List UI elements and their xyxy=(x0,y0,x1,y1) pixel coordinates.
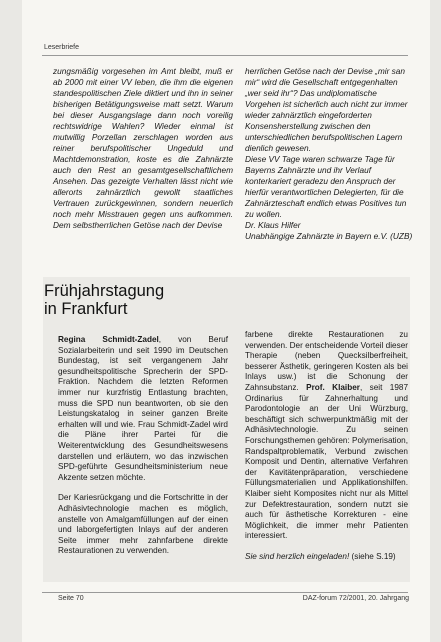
page-number: Seite 70 xyxy=(58,595,84,602)
footer-divider xyxy=(42,592,408,593)
speaker-name-2: Prof. Klaiber xyxy=(306,382,360,392)
letter-author: Dr. Klaus Hilfer xyxy=(245,220,301,230)
article-paragraph-3-start: farbene direkte Restaurationen zu verwenden. Der entscheidende Vorteil dieser Therapie (neben Quecksilberfreiheit, besserer Ästhetik, geringeren Kosten als bei Inlays usw.) ist die Schonung der Zahnsubstanz. xyxy=(245,330,408,392)
section-label: Leserbriefe xyxy=(44,44,80,51)
issue-info: DAZ-forum 72/2001, 20. Jahrgang xyxy=(302,595,409,602)
invitation xyxy=(245,552,408,563)
article-column-left xyxy=(58,335,228,557)
article-title-line-2: in Frankfurt xyxy=(44,300,128,318)
article-paragraph-3-text: , seit 1987 Ordinarius für Zahnerhaltung und Parodontologie an der Uni Würzburg, beschäftigt sich schwerpunktmäßig mit der Adhäsivtechnologie. Zu seinen Forschungsthemen gehören: Polymerisation, Randspaltproblematik, Verbund zwischen Komposit und Dentin, alternative Verfahren der Kavitätenpräparation, verschiedene Füllungsmaterialien und Applikationshilfen. Klaiber sieht Komposites nicht nur als Mittel zur Defektrestauration, sondern nutzt sie auch für ästhetische Korrekturen - eine Möglichkeit, die immer mehr Patienten interessiert. xyxy=(245,382,409,541)
article-paragraph-2: Der Kariesrückgang und die Fortschritte in der Adhäsivtechnologie machen es möglich, anstelle von Amalgamfüllungen auf der einen und laborgefertigten Inlays auf der anderen Seite immer mehr zahnfarbene direkte Restaurationen zu verwenden. xyxy=(58,493,228,556)
article-column-right xyxy=(245,330,408,562)
invitation-reference: (siehe S.19) xyxy=(349,551,396,561)
speaker-name-1: Regina Schmidt-Zadel xyxy=(58,335,159,344)
header-divider xyxy=(42,55,408,56)
invitation-text: Sie sind herzlich eingeladen! xyxy=(245,551,350,561)
letter-paragraph-3: Diese VV Tage waren schwarze Tage für Bayerns Zahnärzte und ihr Verlauf konterkariert geradezu den Anspruch der hierfür verantwortlichen Delegierten, für die Zahnärzteschaft endlich etwas Positives tun zu wollen. xyxy=(245,154,407,219)
article-title-line-1: Frühjahrstagung xyxy=(44,282,165,300)
article-paragraph-1 xyxy=(58,335,228,483)
letter-affiliation: Unabhängige Zahnärzte in Bayern e.V. (UZB) xyxy=(245,231,413,241)
letter-column-left xyxy=(53,66,233,231)
letter-paragraph-2: herrlichen Getöse nach der Devise „mir san mir“ wird die Gesellschaft entgegenhalten „wer seid ihr“? Das undiplomatische Vorgehen ist sicherlich auch nicht zur immer wieder zahnärztlich eingeforderten Konsensherstellung zwischen den unterschiedlichen berufspolitischen Lagern dienlich gewesen. xyxy=(245,66,408,153)
letter-column-right xyxy=(245,66,413,242)
article-paragraph-1-text: , von Beruf Sozialarbeiterin und seit 1990 im Deutschen Bundestag, ist seit vergangenem Jahr gesundheitspolitische Sprecherin der SPD-Fraktion. Nachdem die letzten Reformen immer nur kurzfristig Entlastung brachten, muss die SPD nun beantworten, ob sie den Leistungskatalog in seiner ganzen Breite erhalten will und wie. Frau Schmidt-Zadel wird die Pläne ihrer Partei für die Weiterentwicklung des Gesundheitswesens darstellen und erläutern, wo das inzwischen SPD-geführte Gesundheitsministerium neue Akzente setzen möchte. xyxy=(58,335,228,482)
article-title xyxy=(44,282,274,318)
letter-paragraph-1: zungsmäßig vorgesehen im Amt bleibt, muß er ab 2000 mit einer VV leben, die ihm die eigenen standespolitischen Ziele diktiert und ihn in seiner bisherigen Betätigungsweise matt setzt. Warum bei dieser Ausgangslage dann noch voreilig rechtswidrige Wahlen? Wieder einmal ist mutwillig Porzellan zerschlagen worden aus reiner berufspolitischer Ungeduld und Machtdemonstration, koste es die Zahnärzte auch den Rest an gesamtgesellschaftlichem Ansehen. Das gezeigte Verhalten lässt nicht wie allerorts zahnärztlich gewollt staatliches Vertrauen zurückgewinnen, sondern neuerlich noch mehr Misstrauen gegen uns aufkommen. Dem selbstherrlichen Getöse nach der Devise xyxy=(53,66,233,230)
article-paragraph-3 xyxy=(245,330,408,542)
